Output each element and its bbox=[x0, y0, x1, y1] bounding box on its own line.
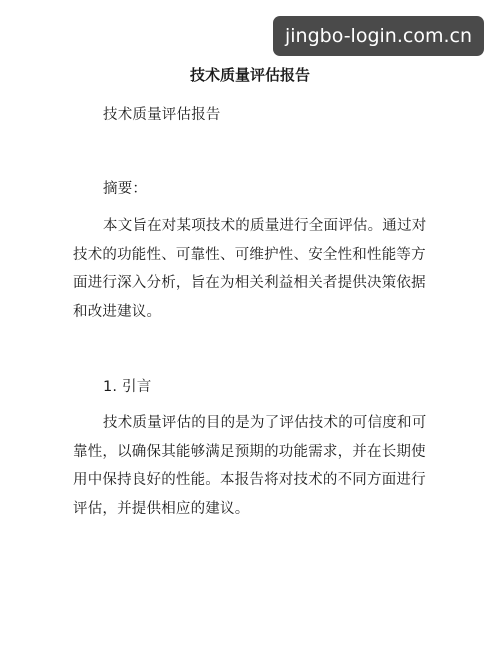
section-paragraph-introduction: 技术质量评估的目的是为了评估技术的可信度和可靠性，以确保其能够满足预期的功能需求，并在长期使用中保持良好的性能。本报告将对技术的不同方面进行评估，并提供相应的建议。 bbox=[73, 415, 427, 517]
document-subtitle: 技术质量评估报告 bbox=[103, 107, 221, 123]
abstract-heading: 摘要： bbox=[103, 181, 148, 197]
watermark-badge: jingbo-login.com.cn bbox=[273, 16, 484, 56]
section-heading-introduction: 1. 引言 bbox=[103, 379, 152, 395]
document-title: 技术质量评估报告 bbox=[189, 66, 310, 84]
abstract-paragraph: 本文旨在对某项技术的质量进行全面评估。通过对技术的功能性、可靠性、可维护性、安全性和性能等方面进行深入分析，旨在为相关利益相关者提供决策依据和改进建议。 bbox=[73, 218, 427, 320]
